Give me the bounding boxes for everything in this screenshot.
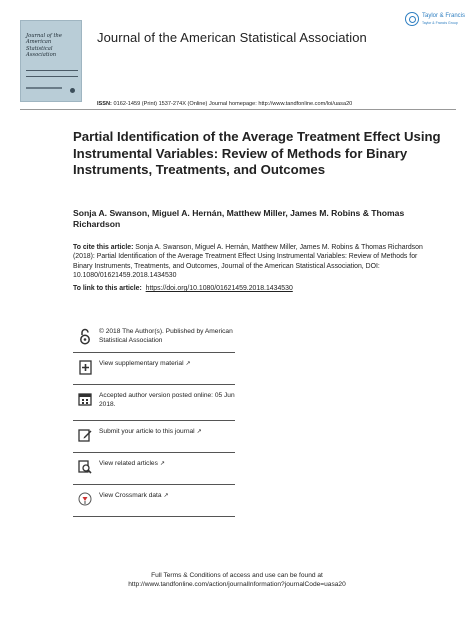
journal-cover bbox=[20, 20, 82, 102]
copyright-item bbox=[73, 326, 235, 353]
submit-label: Submit your article to this journal bbox=[99, 428, 195, 435]
cover-dot bbox=[70, 88, 75, 93]
accepted-item bbox=[73, 390, 235, 421]
citation-label: To cite this article: bbox=[73, 244, 134, 251]
issn-text[interactable]: 0162-1459 (Print) 1537-274X (Online) Journal homepage: http://www.tandfonline.com/loi/uasa20 bbox=[113, 101, 353, 107]
header-divider bbox=[20, 109, 456, 110]
edit-icon bbox=[73, 426, 97, 442]
submit-item[interactable] bbox=[73, 426, 235, 453]
article-actions bbox=[73, 326, 235, 517]
supplementary-link[interactable] bbox=[97, 358, 191, 369]
external-link-icon: ↗ bbox=[185, 361, 191, 367]
add-document-icon bbox=[73, 358, 97, 375]
article-authors: Sonja A. Swanson, Miguel A. Hernán, Matthew Miller, James M. Robins & Thomas Richardson bbox=[73, 208, 405, 229]
issn-label: ISSN: bbox=[97, 101, 112, 107]
footer-terms-link[interactable]: http://www.tandfonline.com/action/journalInformation?journalCode=uasa20 bbox=[128, 580, 346, 588]
related-label: View related articles bbox=[99, 460, 158, 467]
related-search-icon bbox=[73, 458, 97, 474]
accepted-text: Accepted author version posted online: 05 Jun 2018. bbox=[99, 392, 235, 408]
crossmark-item[interactable] bbox=[73, 490, 235, 517]
crossmark-icon bbox=[73, 490, 97, 506]
supplementary-item[interactable] bbox=[73, 358, 235, 385]
submit-link[interactable] bbox=[97, 426, 202, 437]
open-access-icon bbox=[73, 326, 97, 345]
external-link-icon: ↗ bbox=[163, 493, 169, 499]
external-link-icon: ↗ bbox=[159, 461, 165, 467]
article-link bbox=[73, 285, 443, 292]
cover-decoration bbox=[26, 87, 62, 89]
citation bbox=[73, 243, 438, 281]
journal-name: Journal of the American Statistical Association bbox=[97, 30, 367, 45]
external-link-icon: ↗ bbox=[196, 429, 202, 435]
footer-line-1: Full Terms & Conditions of access and use can be found at bbox=[151, 572, 323, 579]
related-item[interactable] bbox=[73, 458, 235, 485]
crossmark-link[interactable] bbox=[97, 490, 169, 501]
article-doi-link[interactable]: https://doi.org/10.1080/01621459.2018.1434530 bbox=[145, 285, 293, 292]
publisher-name: Taylor & Francis bbox=[422, 13, 466, 19]
publisher-logo-icon bbox=[405, 12, 419, 26]
related-link[interactable] bbox=[97, 458, 165, 469]
publisher-logo[interactable] bbox=[405, 12, 465, 30]
cover-rule bbox=[26, 70, 78, 77]
issn-line bbox=[97, 101, 352, 107]
article-title: Partial Identification of the Average Treatment Effect Using Instrumental Variables: Review of Methods for Binary Instruments, Treatments, and Outcomes bbox=[73, 129, 441, 177]
citation-doi[interactable]: 10.1080/01621459.2018.1434530 bbox=[73, 272, 177, 280]
footer bbox=[0, 572, 474, 589]
link-label: To link to this article: bbox=[73, 285, 142, 292]
supplementary-label: View supplementary material bbox=[99, 360, 184, 367]
crossmark-label: View Crossmark data bbox=[99, 492, 162, 499]
copyright-text: © 2018 The Author(s). Published by American Statistical Association bbox=[99, 328, 233, 344]
calendar-icon bbox=[73, 390, 97, 406]
publisher-tagline: Taylor & Francis Group bbox=[422, 21, 458, 25]
cover-title: Journal of the American Statistical Association bbox=[26, 33, 62, 59]
citation-text: Sonja A. Swanson, Miguel A. Hernán, Matthew Miller, James M. Robins & Thomas Richardson (2018): Partial Identification of the Average Treatment Effect Using Instrumental Variables: Review of Methods for Binary Instruments, Treatments, and Outcomes, Journal of the American Statistical Association, DOI: bbox=[73, 244, 423, 270]
